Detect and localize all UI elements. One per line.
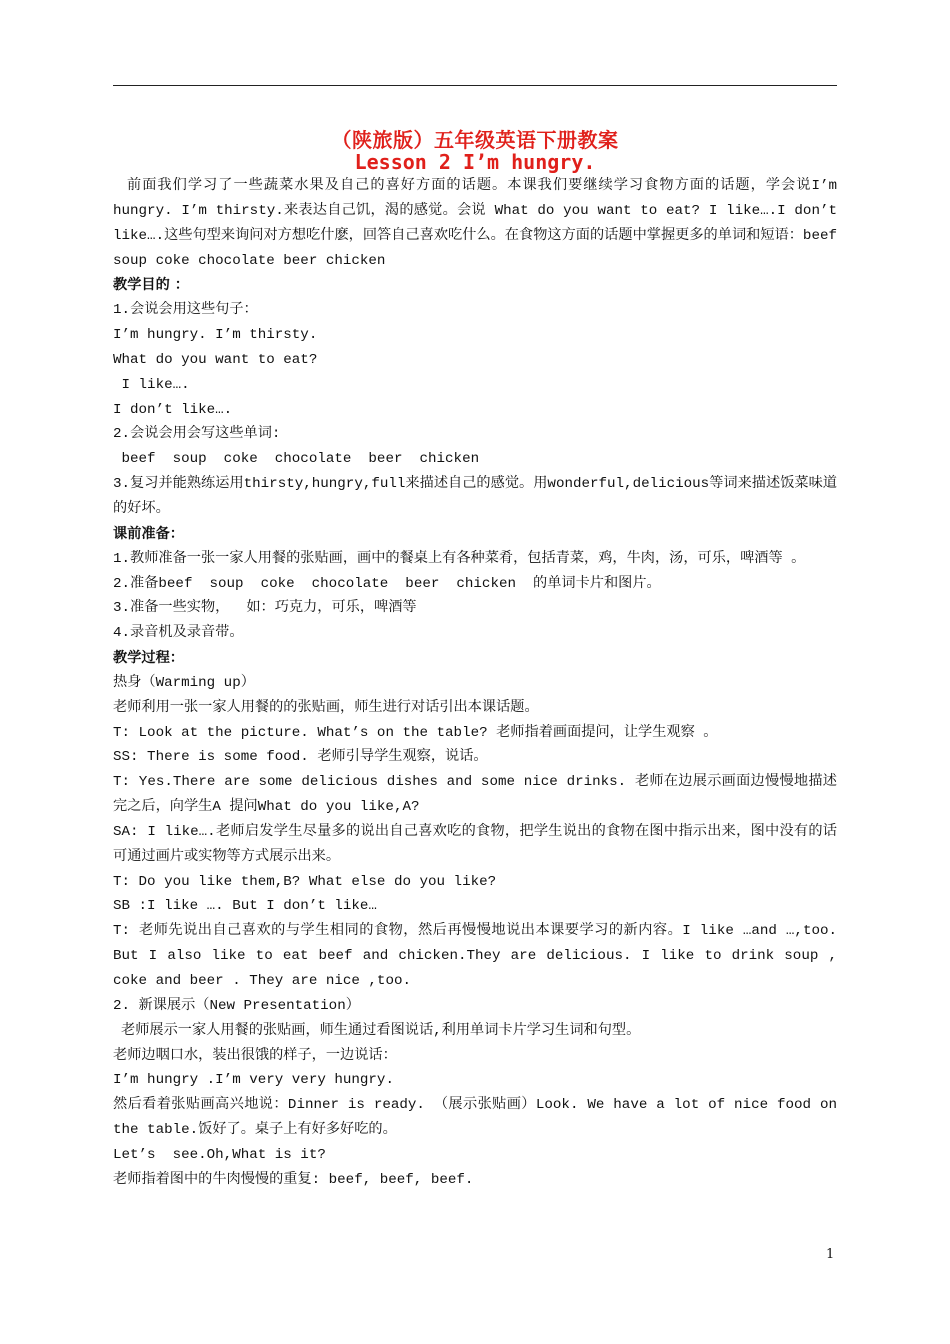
- process-line: SA: I like….老师启发学生尽量多的说出自己喜欢吃的食物，把学生说出的食物在图中指示出来，图中没有的话可通过画片或实物等方式展示出来。: [113, 823, 837, 865]
- goal-item: 2.会说会用会写这些单词:: [113, 426, 281, 443]
- prep-heading: 课前准备：: [113, 525, 184, 542]
- process-line: SS: There is some food. 老师引导学生观察，说话。: [113, 749, 488, 766]
- prep-item: 3.准备一些实物， 如：巧克力，可乐，啤酒等: [113, 600, 417, 617]
- page-number: 1: [826, 1247, 835, 1262]
- lesson-title: Lesson 2 I’m hungry.: [354, 150, 596, 174]
- header-rule: [113, 85, 837, 86]
- sentence-line: I don’t like….: [113, 401, 233, 418]
- intro-paragraph: 前面我们学习了一些蔬菜水果及自己的喜好方面的话题。本课我们要继续学习食物方面的话题，学会说I’m hungry. I’m thirsty.来表达自己饥，渴的感觉。会说 What do you want to eat? I like….I don’t like….这些句型来询问对方想吃什麽，回答自己喜欢吃什么。在食物这方面的话题中掌握更多的单词和短语：beef soup coke chocolate beer chicken: [113, 178, 837, 269]
- process-line: T: Yes.There are some delicious dishes and some nice drinks. 老师在边展示画面边慢慢地描述完之后，向学生A 提问What do you like,A?: [113, 774, 837, 816]
- sentence-line: I like….: [113, 376, 190, 393]
- process-line: T: Look at the picture. What’s on the table? 老师指着画面提问，让学生观察 。: [113, 724, 718, 741]
- goals-heading: 教学目的 ：: [113, 277, 189, 294]
- document-body: [113, 174, 837, 1193]
- process-line: 老师指着图中的牛肉慢慢的重复: beef, beef, beef.: [113, 1171, 474, 1188]
- prep-item: 4.录音机及录音带。: [113, 625, 244, 642]
- process-line: 然后看着张贴画高兴地说：Dinner is ready. （展示张贴画）Look. We have a lot of nice food on the table.饭好了。桌子上有好多好吃的。: [113, 1097, 837, 1139]
- process-line: 热身（Warming up）: [113, 674, 255, 691]
- process-line: 老师展示一家人用餐的张贴画，师生通过看图说话,利用单词卡片学习生词和句型。: [121, 1022, 641, 1039]
- document-title: （陕旅版）五年级英语下册教案: [331, 128, 619, 152]
- process-line: T: Do you like them,B? What else do you like?: [113, 873, 497, 890]
- sentence-line: What do you want to eat?: [113, 351, 318, 368]
- prep-item: 1.教师准备一张一家人用餐的张贴画，画中的餐桌上有各种菜肴，包括青菜，鸡，牛肉，汤，可乐，啤酒等 。: [113, 550, 806, 567]
- process-line: I’m hungry .I’m very very hungry.: [113, 1072, 394, 1089]
- goal-item: 3.复习并能熟练运用thirsty,hungry,full来描述自己的感觉。用wonderful,delicious等词来描述饭菜味道的好坏。: [113, 476, 837, 517]
- word-list: beef soup coke chocolate beer chicken: [113, 451, 480, 468]
- process-line: 2. 新课展示（New Presentation）: [113, 997, 360, 1014]
- process-line: Let’s see.Oh,What is it?: [113, 1146, 326, 1163]
- process-line: 老师边咽口水，装出很饿的样子，一边说话：: [113, 1047, 397, 1064]
- process-heading: 教学过程：: [113, 650, 184, 667]
- process-line: 老师利用一张一家人用餐的的张贴画，师生进行对话引出本课话题。: [113, 699, 539, 716]
- sentence-line: I’m hungry. I’m thirsty.: [113, 327, 318, 344]
- prep-item: 2.准备beef soup coke chocolate beer chicken 的单词卡片和图片。: [113, 575, 661, 592]
- goal-item: 1.会说会用这些句子：: [113, 302, 258, 319]
- process-line: T: 老师先说出自己喜欢的与学生相同的食物，然后再慢慢地说出本课要学习的新内容。I like …and …,too. But I also like to eat beef and chicken.They are delicious. I like to drink soup , coke and beer . They are nice ,too.: [113, 923, 837, 989]
- process-line: SB :I like …. But I don’t like…: [113, 898, 377, 915]
